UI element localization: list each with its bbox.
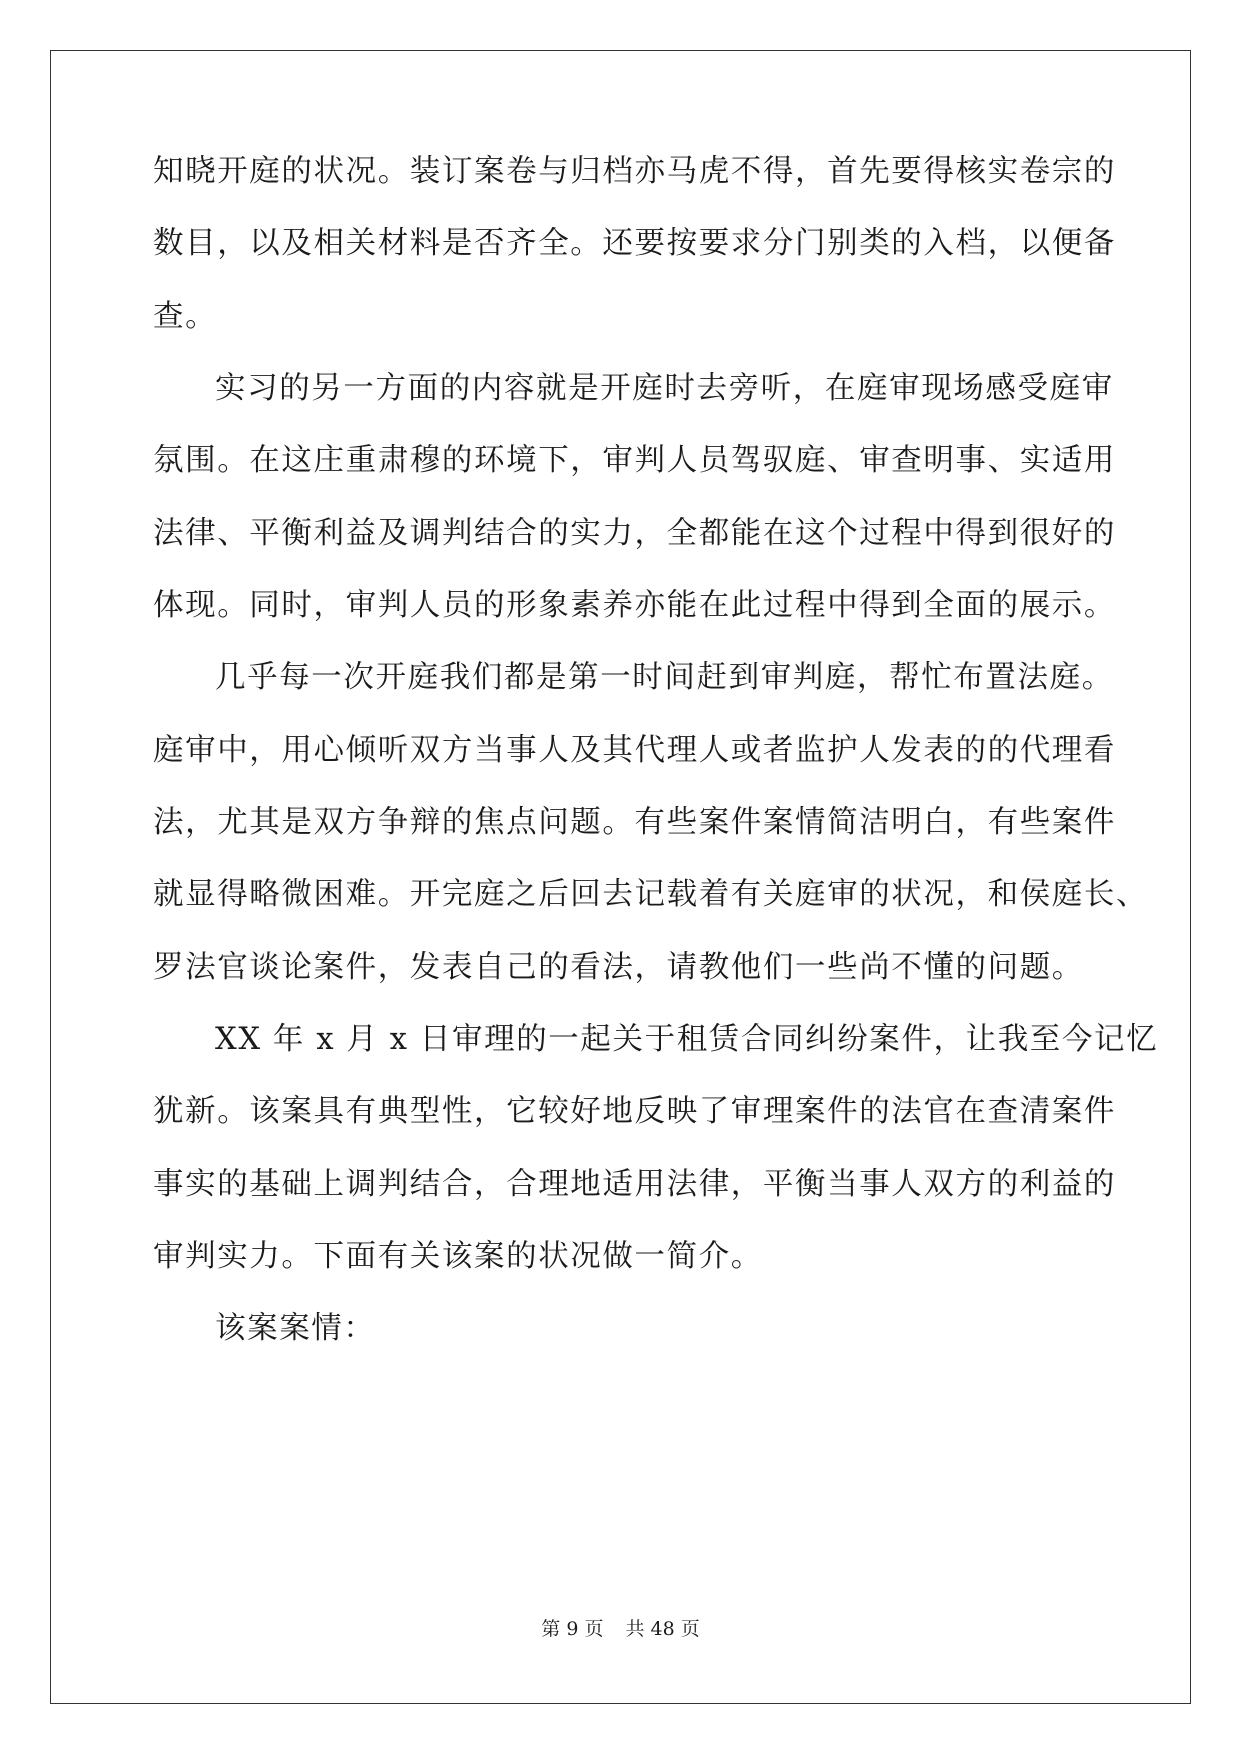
text-line-13: XX 年 x 月 x 日审理的一起关于租赁合同纠纷案件，让我至今记忆 xyxy=(215,1022,1159,1057)
text-line-2: 数目，以及相关材料是否齐全。还要按要求分门别类的入档，以便备 xyxy=(153,226,1116,261)
text-line-6: 法律、平衡利益及调判结合的实力，全都能在这个过程中得到很好的 xyxy=(153,516,1116,551)
text-line-1: 知晓开庭的状况。装订案卷与归档亦马虎不得，首先要得核实卷宗的 xyxy=(153,154,1116,189)
text-line-17: 该案案情： xyxy=(215,1311,376,1346)
text-line-5: 氛围。在这庄重肃穆的环境下，审判人员驾驭庭、审查明事、实适用 xyxy=(153,443,1116,478)
page-total: 共 48 页 xyxy=(625,1618,700,1640)
text-line-3: 查。 xyxy=(153,299,218,334)
text-line-8: 几乎每一次开庭我们都是第一时间赶到审判庭，帮忙布置法庭。 xyxy=(215,660,1114,695)
text-line-12: 罗法官谈论案件，发表自己的看法，请教他们一些尚不懂的问题。 xyxy=(153,950,1084,985)
text-line-9: 庭审中，用心倾听双方当事人及其代理人或者监护人发表的的代理看 xyxy=(153,733,1116,768)
text-line-15: 事实的基础上调判结合，合理地适用法律，平衡当事人双方的利益的 xyxy=(153,1167,1116,1202)
text-line-7: 体现。同时，审判人员的形象素养亦能在此过程中得到全面的展示。 xyxy=(153,588,1116,623)
text-line-11: 就显得略微困难。开完庭之后回去记载着有关庭审的状况，和侯庭长、 xyxy=(153,877,1149,912)
text-line-10: 法，尤其是双方争辩的焦点问题。有些案件案情简洁明白，有些案件 xyxy=(153,805,1116,840)
text-line-14: 犹新。该案具有典型性，它较好地反映了审理案件的法官在查清案件 xyxy=(153,1094,1116,1129)
text-line-4: 实习的另一方面的内容就是开庭时去旁听，在庭审现场感受庭审 xyxy=(215,371,1114,406)
text-line-16: 审判实力。下面有关该案的状况做一简介。 xyxy=(153,1239,763,1274)
page-number: 第 9 页 xyxy=(541,1618,604,1640)
page-footer xyxy=(0,1617,1241,1641)
